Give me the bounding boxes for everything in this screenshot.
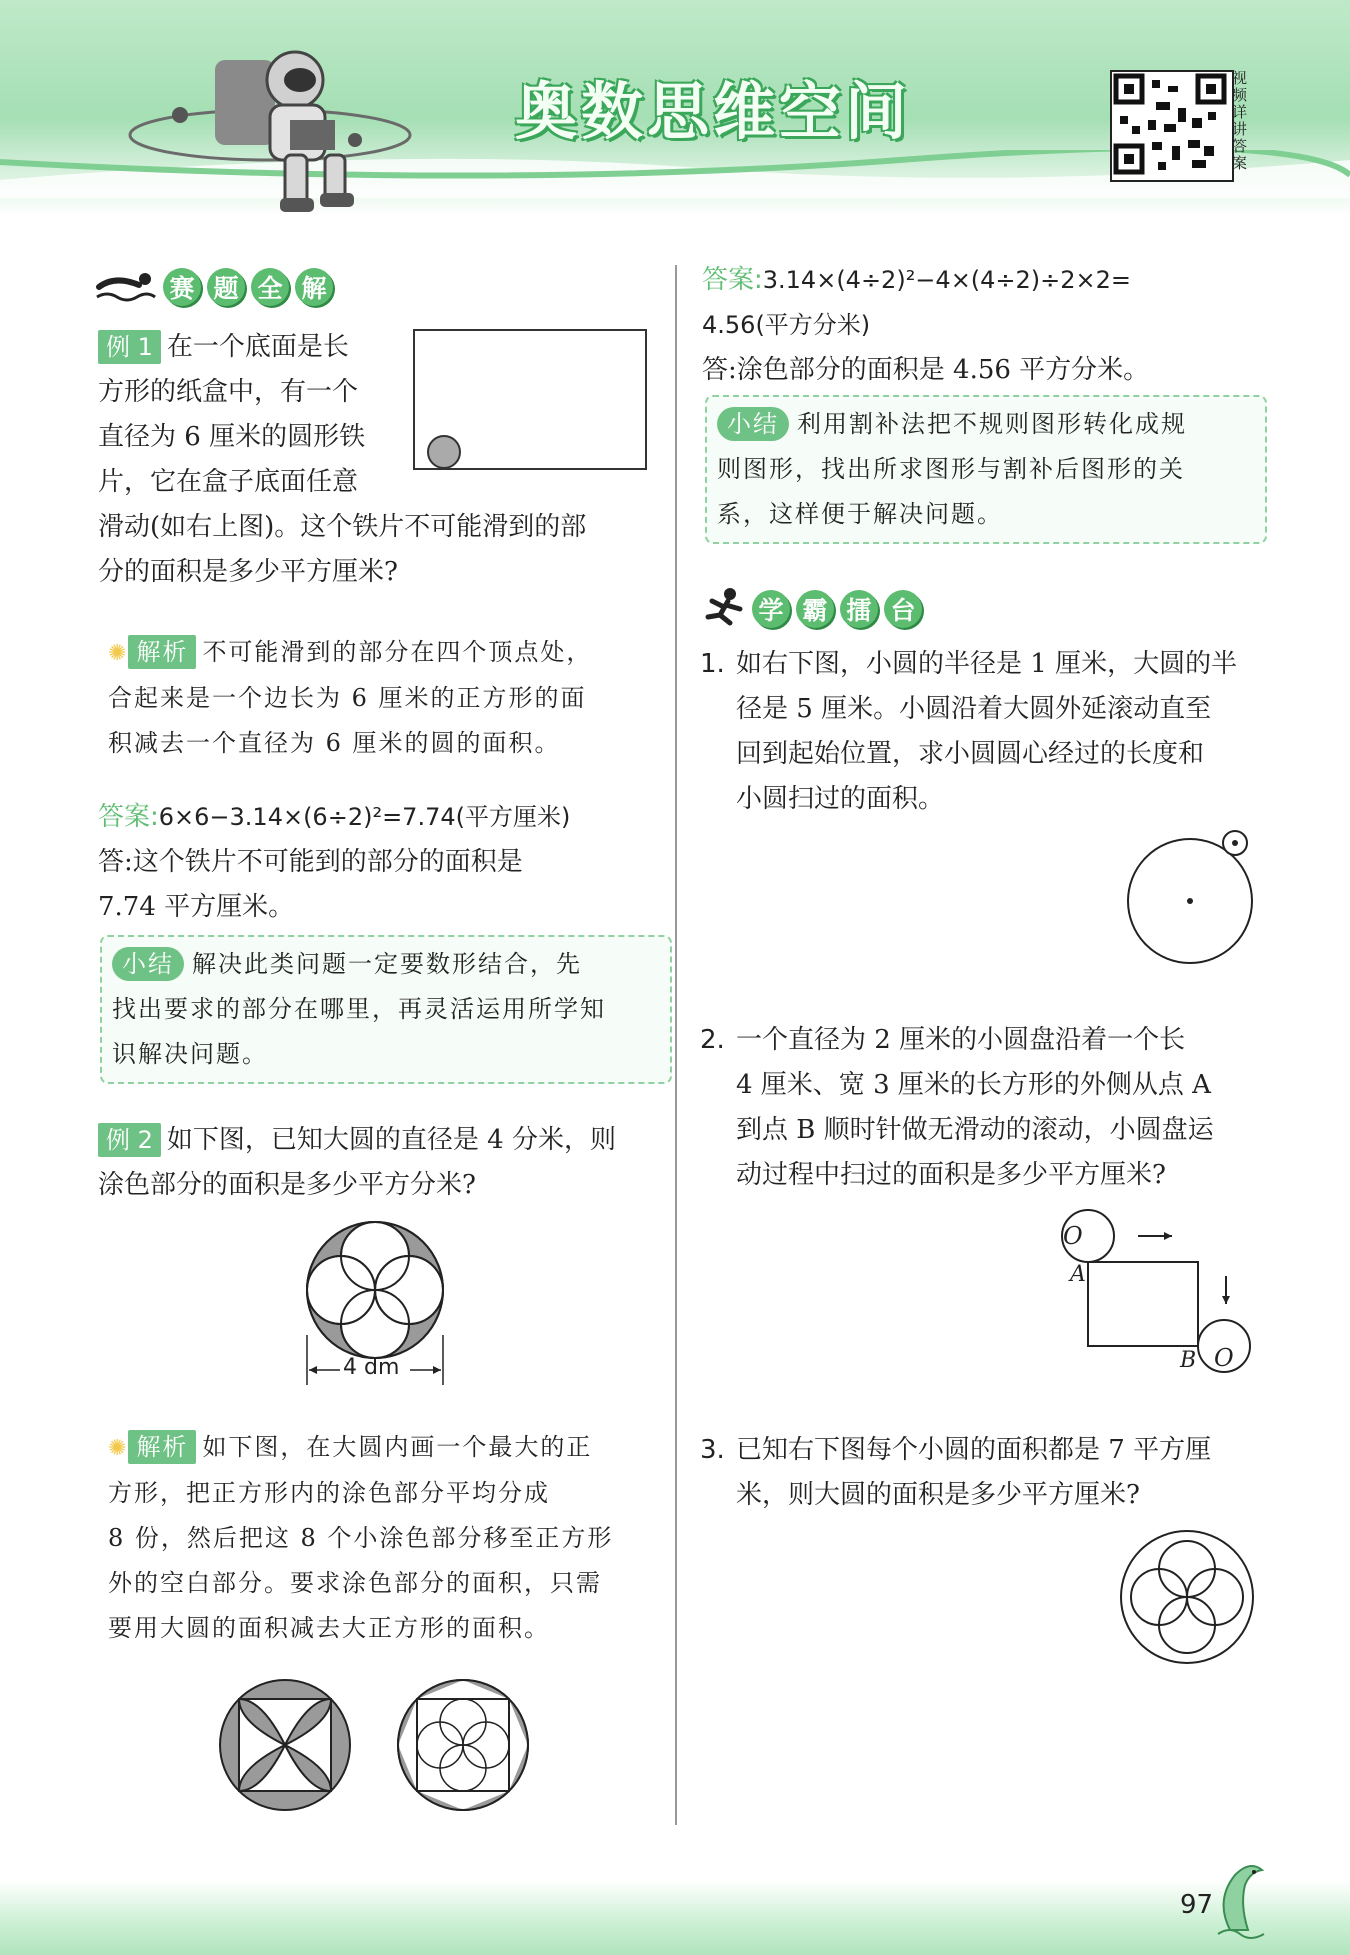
answer-label: 答案: — [702, 265, 763, 295]
text-line: 8 份，然后把这 8 个小涂色部分移至正方形 — [108, 1524, 614, 1552]
text-line: 外的空白部分。要求涂色部分的面积，只需 — [108, 1569, 602, 1597]
answer-label: 答案: — [98, 802, 159, 832]
example-2-text — [98, 1118, 668, 1208]
text-line: 4.56(平方分米) — [702, 311, 871, 339]
text-line: 动过程中扫过的面积是多少平方厘米? — [736, 1160, 1166, 1190]
problem-1-figure — [1120, 825, 1260, 970]
bulb-icon: ✺ — [108, 641, 129, 666]
summary-tag: 小结 — [717, 407, 789, 441]
answer-formula: 3.14×(4÷2)²−4×(4÷2)÷2×2= — [762, 266, 1132, 294]
text-line: 解决此类问题一定要数形结合，先 — [192, 950, 582, 978]
answer-1 — [98, 795, 668, 930]
section-heading-1 — [95, 268, 333, 306]
text-line: 小圆扫过的面积。 — [736, 784, 945, 814]
text-line: 到点 B 顺时针做无滑动的滚动，小圆盘运 — [736, 1115, 1214, 1145]
summary-2 — [705, 395, 1267, 544]
section-char: 赛 — [163, 268, 201, 306]
text-line: 涂色部分的面积是多少平方分米? — [98, 1170, 476, 1200]
text-line: 直径为 6 厘米的圆形铁 — [98, 422, 366, 452]
section-char: 擂 — [840, 590, 878, 628]
text-line: 7.74 平方厘米。 — [98, 892, 295, 922]
bulb-icon: ✺ — [108, 1436, 129, 1461]
dimension-label: 4 dm — [343, 1355, 400, 1380]
text-line: 答:这个铁片不可能到的部分的面积是 — [98, 847, 523, 877]
text-line: 系，这样便于解决问题。 — [717, 500, 1003, 528]
problem-3-figure — [1115, 1525, 1260, 1670]
page-number: 97 — [1180, 1890, 1214, 1920]
text-line: 径是 5 厘米。小圆沿着大圆外延滚动直至 — [736, 694, 1212, 724]
dolphin-icon — [1210, 1860, 1270, 1940]
point-label-b: B — [1180, 1348, 1197, 1373]
text-line: 则图形，找出所求图形与割补后图形的关 — [717, 455, 1185, 483]
text-line: 方形的纸盒中，有一个 — [98, 377, 359, 407]
problem-2 — [700, 1018, 1260, 1198]
analysis-1 — [108, 630, 668, 766]
qr-pattern — [1112, 72, 1228, 176]
text-line: 找出要求的部分在哪里，再灵活运用所学知 — [112, 995, 606, 1023]
analysis-tag: 解析 — [128, 1430, 196, 1464]
text-line: 识解决问题。 — [112, 1040, 268, 1068]
section-char: 台 — [884, 590, 922, 628]
section-heading-2 — [700, 587, 922, 631]
problem-number: 2. — [700, 1025, 725, 1055]
text-line: 4 厘米、宽 3 厘米的长方形的外侧从点 A — [736, 1070, 1211, 1100]
text-line: 在一个底面是长 — [166, 332, 349, 362]
example-1-text — [98, 325, 398, 505]
text-line: 如下图，在大圆内画一个最大的正 — [202, 1433, 593, 1461]
text-line: 要用大圆的面积减去大正方形的面积。 — [108, 1614, 550, 1642]
section-char: 霸 — [796, 590, 834, 628]
qr-code[interactable] — [1110, 70, 1234, 182]
text-line: 已知右下图每个小圆的面积都是 7 平方厘 — [736, 1435, 1212, 1465]
example-1-text-cont — [98, 505, 668, 595]
problem-number: 3. — [700, 1435, 725, 1465]
section-char: 学 — [752, 590, 790, 628]
problem-1 — [700, 642, 1260, 822]
section-char: 题 — [207, 268, 245, 306]
point-label-o1: O — [1063, 1222, 1083, 1250]
swimmer-icon — [95, 271, 157, 303]
example-1-tag: 例 1 — [98, 330, 161, 364]
text-line: 分的面积是多少平方厘米? — [98, 557, 398, 587]
analysis-2-figure-b — [393, 1675, 533, 1815]
footer-band — [0, 1880, 1350, 1955]
text-line: 回到起始位置，求小圆圆心经过的长度和 — [736, 739, 1205, 769]
point-label-a: A — [1070, 1262, 1086, 1287]
answer-formula: 6×6−3.14×(6÷2)²=7.74(平方厘米) — [158, 803, 571, 831]
analysis-tag: 解析 — [128, 635, 196, 669]
text-line: 片，它在盒子底面任意 — [98, 467, 359, 497]
problem-number: 1. — [700, 649, 725, 679]
analysis-2-figure-a — [215, 1675, 355, 1815]
summary-tag: 小结 — [112, 947, 184, 981]
text-line: 一个直径为 2 厘米的小圆盘沿着一个长 — [736, 1025, 1186, 1055]
text-line: 利用割补法把不规则图形转化成规 — [797, 410, 1187, 438]
summary-1 — [100, 935, 672, 1084]
text-line: 合起来是一个边长为 6 厘米的正方形的面 — [108, 684, 587, 712]
text-line: 如右下图，小圆的半径是 1 厘米，大圆的半 — [736, 649, 1238, 679]
section-char: 解 — [295, 268, 333, 306]
astronaut-illustration — [120, 30, 420, 230]
text-line: 滑动(如右上图)。这个铁片不可能滑到的部 — [98, 512, 587, 542]
example-2-tag: 例 2 — [98, 1123, 161, 1157]
answer-2 — [702, 258, 1262, 393]
page-title: 奥数思维空间 — [515, 75, 912, 148]
qr-caption: 视频详讲答案 — [1232, 69, 1248, 172]
text-line: 积减去一个直径为 6 厘米的圆的面积。 — [108, 729, 561, 757]
text-line: 如下图，已知大圆的直径是 4 分米，则 — [166, 1125, 616, 1155]
text-line: 答:涂色部分的面积是 4.56 平方分米。 — [702, 355, 1150, 385]
column-divider — [675, 265, 677, 1825]
text-line: 方形，把正方形内的涂色部分平均分成 — [108, 1479, 550, 1507]
problem-3 — [700, 1428, 1260, 1518]
text-line: 不可能滑到的部分在四个顶点处， — [202, 638, 593, 666]
text-line: 米，则大圆的面积是多少平方厘米? — [736, 1480, 1140, 1510]
section-char: 全 — [251, 268, 289, 306]
analysis-2 — [108, 1425, 668, 1651]
point-label-o2: O — [1214, 1344, 1234, 1372]
example-1-box-figure — [412, 328, 650, 473]
athlete-icon — [700, 587, 746, 631]
